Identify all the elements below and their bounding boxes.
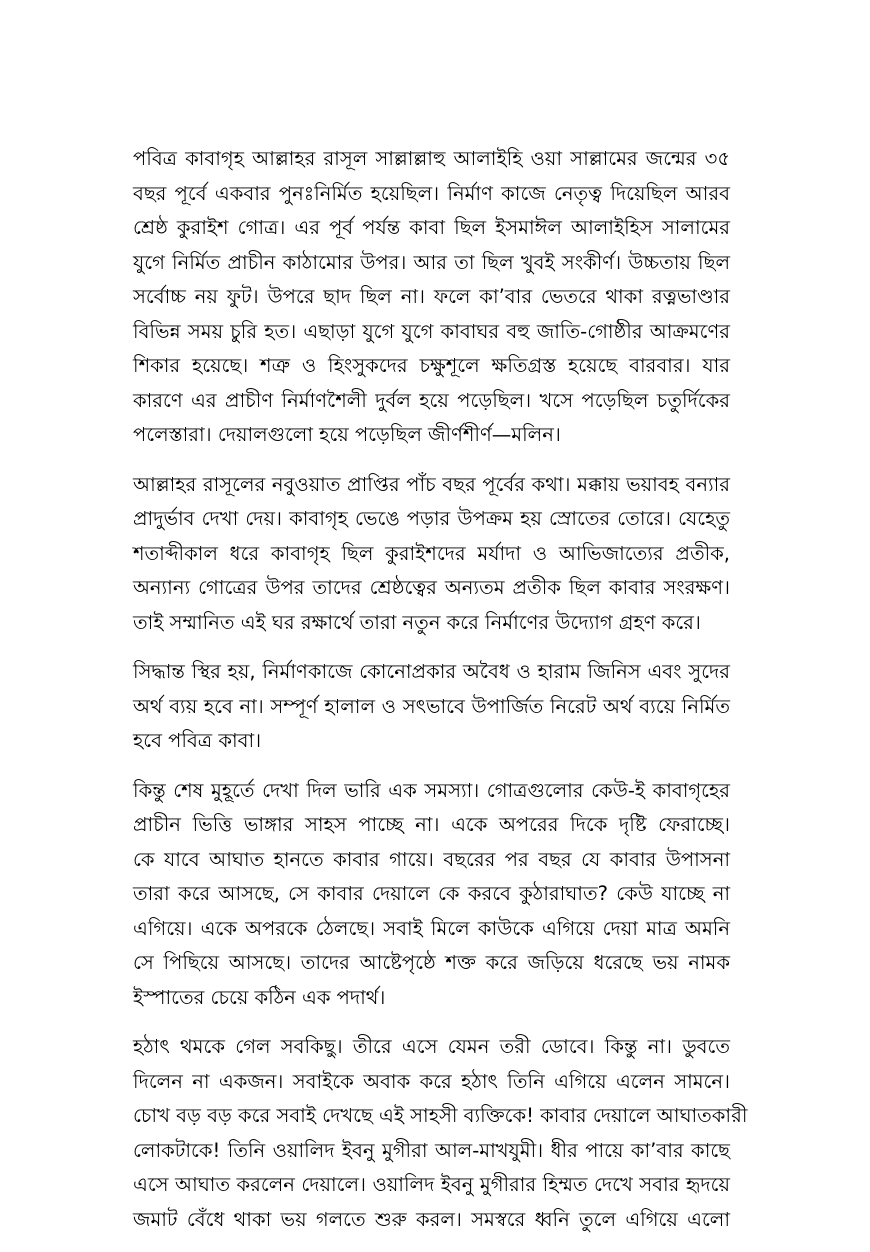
paragraph-3: [133, 655, 730, 759]
text-line: বছর পূর্বে একবার পুনঃনির্মিত হয়েছিল। নির্মাণ কাজে নেতৃত্ব দিয়েছিল আরব: [133, 181, 730, 205]
text-line: পলেস্তারা। দেয়ালগুলো হয়ে পড়েছিল জীর্ণশীর্ণ—মলিন।: [133, 423, 561, 446]
text-line: কারণে এর প্রাচীণ নির্মাণশৈলী দুর্বল হয়ে পড়েছিল। খসে পড়েছিল চতুর্দিকের: [133, 388, 730, 412]
body-text: [133, 142, 748, 1252]
text-line: বিভিন্ন সময় চুরি হত। এছাড়া যুগে যুগে কাবাঘর বহু জাতি-গোষ্ঠীর আক্রমণের: [133, 319, 730, 343]
text-line: চোখ বড় বড় করে সবাই দেখছে এই সাহসী ব্যক্তিকে! কাবার দেয়ালে আঘাতকারী: [133, 1104, 748, 1127]
text-line: তারা করে আসছে, সে কাবার দেয়ালে কে করবে কুঠারাঘাত? কেউ যাচ্ছে না: [133, 882, 730, 905]
text-line: তাই সম্মানিত এই ঘর রক্ষার্থে তারা নতুন করে নির্মাণের উদ্যোগ গ্রহণ করে।: [133, 610, 701, 634]
text-line: সিদ্ধান্ত স্থির হয়, নির্মাণকাজে কোনোপ্রকার অবৈধ ও হারাম জিনিস এবং সুদের: [133, 660, 730, 683]
text-line: ইস্পাতের চেয়ে কঠিন এক পদার্থ।: [133, 985, 386, 1009]
text-line: সর্বোচ্চ নয় ফুট। উপরে ছাদ ছিল না। ফলে কা’বার ভেতরে থাকা রত্নভাণ্ডার: [133, 285, 730, 308]
paragraph-2: [133, 468, 730, 641]
text-line: হঠাৎ থমকে গেল সবকিছু। তীরে এসে যেমন তরী ডোবে। কিন্তু না। ডুবতে: [133, 1035, 730, 1058]
text-line: এগিয়ে। একে অপরকে ঠেলছে। সবাই মিলে কাউকে এগিয়ে দেয়া মাত্র অমনি: [133, 916, 730, 940]
text-line: জমাট বেঁধে থাকা ভয় গলতে শুরু করল। সমস্বরে ধ্বনি তুলে এগিয়ে এলো: [133, 1207, 730, 1231]
text-line: শ্রেষ্ঠ কুরাইশ গোত্র। এর পূর্ব পর্যন্ত কাবা ছিল ইসমাঈল আলাইহিস সালামের: [133, 216, 730, 239]
text-line: প্রাচীন ভিত্তি ভাঙ্গার সাহস পাচ্ছে না। একে অপরের দিকে দৃষ্টি ফেরাচ্ছে।: [133, 813, 730, 836]
text-line: কিন্তু শেষ মুহূর্তে দেখা দিল ভারি এক সমস্যা। গোত্রগুলোর কেউ-ই কাবাগৃহের: [133, 778, 730, 802]
text-line: পবিত্র কাবাগৃহ আল্লাহর রাসূল সাল্লাল্লাহু আলাইহি ওয়া সাল্লামের জন্মের ৩৫: [133, 147, 730, 170]
text-line: কে যাবে আঘাত হানতে কাবার গায়ে। বছরের পর বছর যে কাবার উপাসনা: [133, 847, 730, 871]
paragraph-4: [133, 774, 730, 1016]
text-line: শতাব্দীকাল ধরে কাবাগৃহ ছিল কুরাইশদের মর্যাদা ও আভিজাত্যের প্রতীক,: [133, 541, 730, 565]
text-line: এসে আঘাত করলেন দেয়ালে। ওয়ালিদ ইবনু মুগীরার হিম্মত দেখে সবার হৃদয়ে: [133, 1173, 730, 1196]
text-line: লোকটাকে! তিনি ওয়ালিদ ইবনু মুগীরা আল-মাখযুমী। ধীর পায়ে কা’বার কাছে: [133, 1138, 730, 1162]
paragraph-5: [133, 1030, 748, 1237]
text-line: সে পিছিয়ে আসছে। তাদের আষ্টেপৃষ্ঠে শক্ত করে জড়িয়ে ধরেছে ভয় নামক: [133, 951, 730, 974]
text-line: আল্লাহর রাসূলের নবুওয়াত প্রাপ্তির পাঁচ বছর পূর্বের কথা। মক্কায় ভয়াবহ বন্যার: [133, 472, 730, 496]
text-line: প্রাদুর্ভাব দেখা দেয়। কাবাগৃহ ভেঙে পড়ার উপক্রম হয় স্রোতের তোরে। যেহেতু: [133, 507, 730, 530]
text-line: দিলেন না একজন। সবাইকে অবাক করে হঠাৎ তিনি এগিয়ে এলেন সামনে।: [133, 1069, 730, 1093]
paragraph-1: [133, 142, 730, 453]
text-line: অন্যান্য গোত্রের উপর তাদের শ্রেষ্ঠত্বের অন্যতম প্রতীক ছিল কাবার সংরক্ষণ।: [133, 576, 730, 599]
text-line: হবে পবিত্র কাবা।: [133, 729, 262, 752]
text-line: যুগে নির্মিত প্রাচীন কাঠামোর উপর। আর তা ছিল খুবই সংকীর্ণ। উচ্চতায় ছিল: [133, 250, 730, 274]
text-line: শিকার হয়েছে। শত্রু ও হিংসুকদের চক্ষুশূলে ক্ষতিগ্রস্ত হয়েছে বারবার। যার: [133, 354, 730, 377]
text-line: অর্থ ব্যয় হবে না। সম্পূর্ণ হালাল ও সৎভাবে উপার্জিত নিরেট অর্থ ব্যয়ে নির্মিত: [133, 694, 730, 718]
